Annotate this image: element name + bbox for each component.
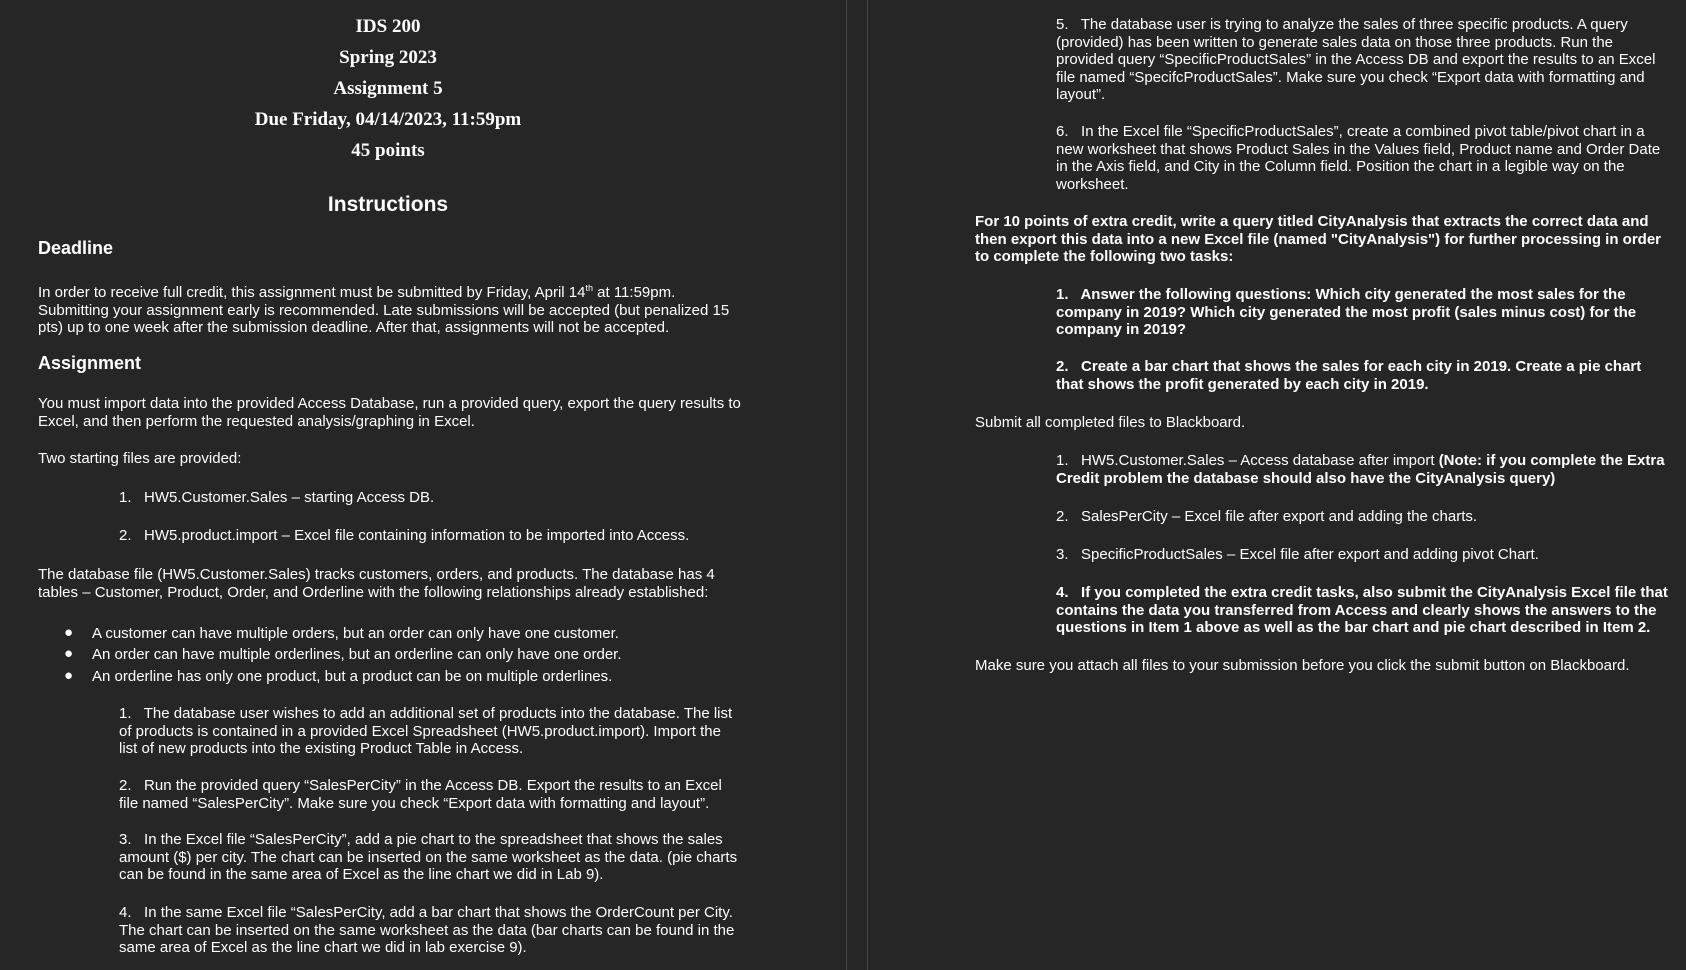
step-3: 3. In the Excel file “SalesPerCity”, add a pie chart to the spreadsheet that shows the sales amount ($) per city. The chart can be inserted on the same worksheet as the data. (pie charts can be found in the same area of Excel as the line chart we did in Lab 9). bbox=[119, 831, 738, 883]
page-2 bbox=[868, 0, 1686, 970]
list-item: 2. HW5.product.import – Excel file containing information to be imported into Access. bbox=[119, 527, 690, 544]
step-4: 4. In the same Excel file “SalesPerCity, add a bar chart that shows the OrderCount per City. The chart can be inserted on the same worksheet as the data (bar charts can be found in the same area of Excel as the line chart we did in lab exercise 9). bbox=[119, 904, 735, 956]
step-6: 6. In the Excel file “SpecificProductSales”, create a combined pivot table/pivot chart in a new worksheet that shows Product Sales in the Values field, Product name and Order Date in the Axis field, and City in the Column field. Position the chart in a legible way on the worksheet. bbox=[1056, 123, 1661, 193]
extra-credit-task-2: 2. Create a bar chart that shows the sales for each city in 2019. Create a pie chart that shows the profit generated by each city in 2019. bbox=[1056, 358, 1642, 393]
deadline-text: In order to receive full credit, this assignment must be submitted by Friday, April 14th at 11:59pm. Submitting your assignment early is recommended. Late submissions will be accepted (but penalized 15 pts) up to one week after the submission deadline. After that, assignments will not be accepted. bbox=[38, 283, 730, 336]
bullet-icon: ● bbox=[64, 624, 74, 641]
deadline-heading: Deadline bbox=[38, 238, 114, 258]
submit-intro: Submit all completed files to Blackboard. bbox=[975, 414, 1246, 431]
submit-item-4: 4. If you completed the extra credit tasks, also submit the CityAnalysis Excel file that contains the data you transferred from Access and clearly shows the answers to the questions in Item 1 above as well as the bar chart and pie chart described in Item 2. bbox=[1056, 584, 1668, 636]
step-1: 1. The database user wishes to add an additional set of products into the database. The list of products is contained in a provided Excel Spreadsheet (HW5.product.import). Import the list of new products into the existing Product Table in Access. bbox=[119, 705, 733, 757]
step-5: 5. The database user is trying to analyze the sales of three specific products. A query (provided) has been written to generate sales data on those three products. Run the provided query “SpecificProductSales” in the Access DB and export the results to an Excel file named “SpecifcProductSales”. Make sure you check “Export data with formatting and layout”. bbox=[1056, 16, 1656, 103]
closing-note: Make sure you attach all files to your submission before you click the submit button on Blackboard. bbox=[975, 657, 1630, 674]
list-item: An order can have multiple orderlines, but an orderline can only have one order. bbox=[92, 646, 622, 663]
assignment-heading: Assignment bbox=[38, 353, 142, 373]
instructions-heading: Instructions bbox=[327, 193, 449, 216]
course-title: IDS 200 bbox=[355, 16, 421, 37]
bullet-icon: ● bbox=[64, 645, 74, 662]
submit-item-2: 2. SalesPerCity – Excel file after export and adding the charts. bbox=[1056, 508, 1478, 525]
extra-credit-task-1: 1. Answer the following questions: Which city generated the most sales for the company in 2019? Which city generated the most profit (sales minus cost) for the company in 2019? bbox=[1056, 286, 1637, 338]
list-item: 1. HW5.Customer.Sales – starting Access DB. bbox=[119, 489, 435, 506]
list-item: An orderline has only one product, but a product can be on multiple orderlines. bbox=[92, 668, 613, 685]
files-intro: Two starting files are provided: bbox=[38, 450, 242, 467]
extra-credit-intro: For 10 points of extra credit, write a query titled CityAnalysis that extracts the correct data and then export this data into a new Excel file (named "CityAnalysis") for further processing in order to complete the following two tasks: bbox=[975, 213, 1662, 265]
submit-item-3: 3. SpecificProductSales – Excel file after export and adding pivot Chart. bbox=[1056, 546, 1539, 563]
term: Spring 2023 bbox=[339, 47, 437, 68]
page-divider bbox=[846, 0, 868, 970]
step-2: 2. Run the provided query “SalesPerCity” in the Access DB. Export the results to an Excel file named “SalesPerCity”. Make sure you check “Export data with formatting and layout”. bbox=[119, 777, 722, 812]
list-item: A customer can have multiple orders, but an order can only have one customer. bbox=[92, 625, 619, 642]
assignment-intro: You must import data into the provided Access Database, run a provided query, export the query results to Excel, and then perform the requested analysis/graphing in Excel. bbox=[38, 395, 741, 430]
assignment-title: Assignment 5 bbox=[333, 78, 443, 99]
points: 45 points bbox=[351, 140, 425, 161]
db-description: The database file (HW5.Customer.Sales) tracks customers, orders, and products. The database has 4 tables – Customer, Product, Order, and Orderline with the following relationships already established: bbox=[38, 566, 715, 601]
bullet-icon: ● bbox=[64, 667, 74, 684]
due-date: Due Friday, 04/14/2023, 11:59pm bbox=[254, 109, 522, 130]
submit-item-1: 1. HW5.Customer.Sales – Access database after import (Note: if you complete the Extra Credit problem the database should also have the CityAnalysis query) bbox=[1056, 452, 1665, 487]
